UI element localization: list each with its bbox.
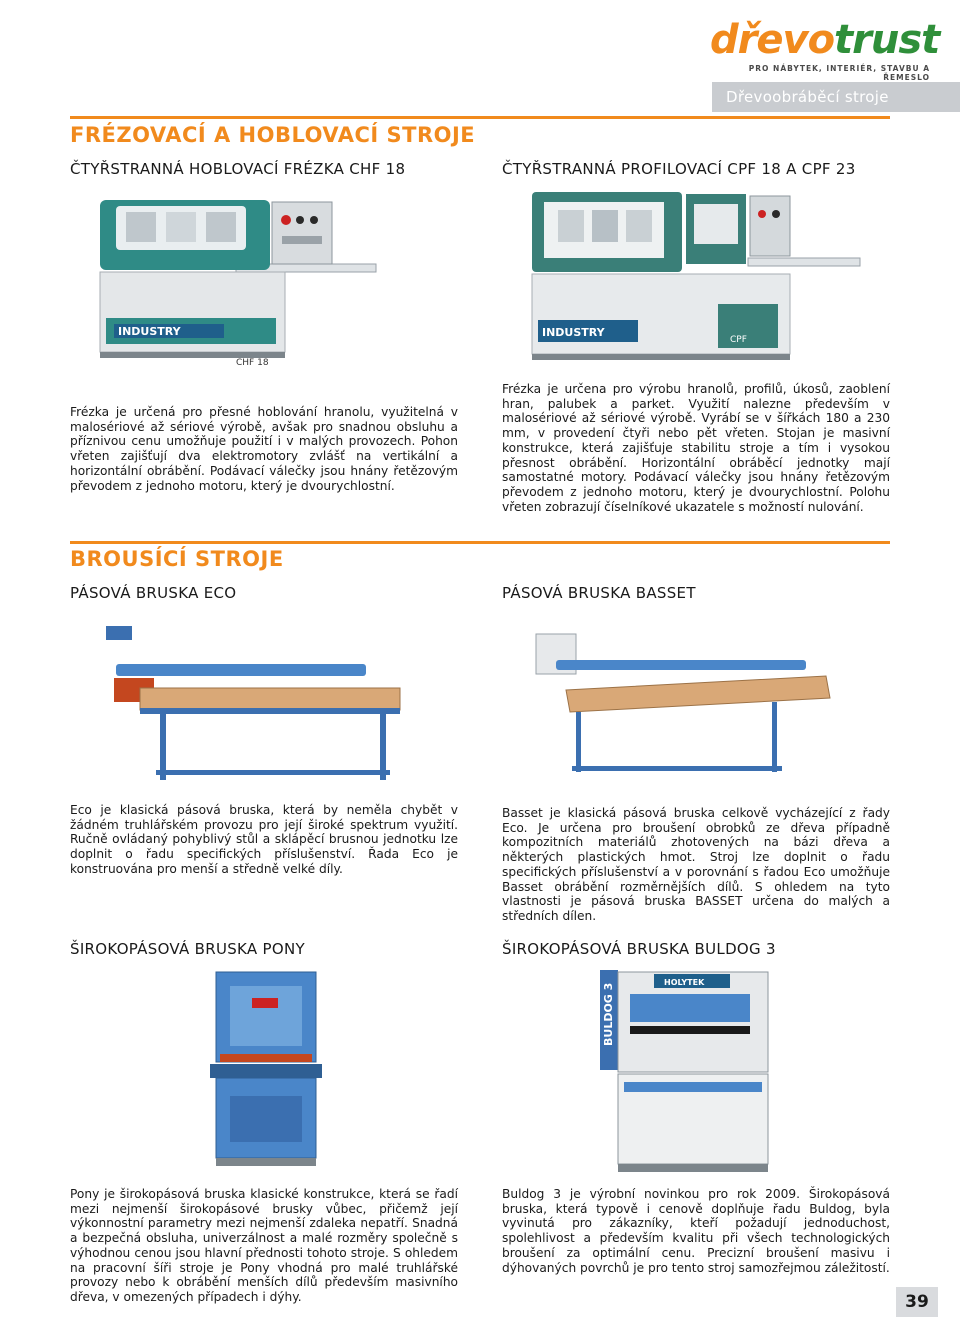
product-title-pony: ŠIROKOPÁSOVÁ BRUSKA PONY	[70, 940, 305, 958]
machine-photo-buldog3	[594, 964, 774, 1176]
machine-label-buldog: BULDOG 3	[602, 982, 615, 1046]
section-rule	[70, 116, 890, 119]
brand-wordmark	[710, 17, 940, 63]
section-title-sanding: BROUSÍCÍ STROJE	[70, 547, 284, 571]
brand-part1: dřevo	[710, 17, 835, 63]
machine-photo-cpf	[518, 186, 866, 370]
product-description-eco: Eco je klasická pásová bruska, která by neměla chybět v žádném truhlářském provozu pro její široké spektrum využití. Ručně ovládaný pohyblivý stůl a sklápěcí brusnou jednotku lze doplnit o řadu specifických příslušenství. Řada Eco je konstruována pro menší a středně velké díly.	[70, 803, 458, 876]
product-description-basset: Basset je klasická pásová bruska celkově vycházející z řady Eco. Je určena pro broušení obrobků ze dřeva případně kompozitních materiálů zhotovených na bázi dřeva a některých plastických hmot. Stroj lze doplnit o řadu specifických příslušenství a v porovnání s řadou Eco umožňuje Basset obrábění rozměrnějších dílů. S ohledem na tyto vlastnosti je pásová bruska BASSET určena do malých a středních dílen.	[502, 806, 890, 923]
brand-part2: trust	[834, 17, 940, 63]
product-description-pony: Pony je širokopásová bruska klasické konstrukce, která se řadí mezi nejmenší širokopásové brusky vůbec, přičemž její výkonnostní parametry mezi nejmenší zdaleka nepatří. Snadná a bezpečná obsluha, univerzálnost a malé rozměry společně s výhodnou cenou jsou hlavní přednosti tohoto stroje. S ohledem na pracovní šíři stroje je Pony vhodná pro malé truhlářské provozy nebo k obrábění menších dílů především masivního dřeva, v omezených případech i dýhy.	[70, 1187, 458, 1304]
product-title-basset: PÁSOVÁ BRUSKA BASSET	[502, 584, 696, 602]
page-number: 39	[896, 1287, 938, 1317]
section-rule-2	[70, 541, 890, 544]
category-tab: Dřevoobráběcí stroje	[712, 82, 960, 112]
machine-label-industry-2: INDUSTRY	[542, 326, 605, 339]
machine-photo-chf18	[86, 186, 386, 370]
machine-label-model-1: CHF 18	[236, 358, 269, 368]
machine-label-industry-1: INDUSTRY	[118, 325, 181, 338]
product-description-buldog: Buldog 3 je výrobní novinkou pro rok 2009. Širokopásová bruska, která typově i cenově doplňuje řadu Buldog, byla vyvinutá pro zákazníky, kteří požadují jednoduchost, spolehlivost a především kvalitu při všech technologických broušení za optimální cenu. Precizní broušení masivu i dýhovaných povrchů je pro tento stroj samozřejmou záležitostí.	[502, 1187, 890, 1275]
machine-photo-pony	[196, 968, 336, 1172]
machine-label-brand: HOLYTEK	[664, 978, 705, 987]
product-title-buldog: ŠIROKOPÁSOVÁ BRUSKA BULDOG 3	[502, 940, 776, 958]
machine-label-model-2: CPF	[730, 335, 747, 345]
section-title-milling: FRÉZOVACÍ A HOBLOVACÍ STROJE	[70, 123, 476, 147]
product-description-chf18: Frézka je určená pro přesné hoblování hranolu, využitelná v malosériové až sériové výrobě, avšak pro snadnou obsluhu a příznivou cenu umožňuje použití i v malých provozech. Pohon vřeten zajišťují dva elektromotory zvlášť na vertikální a horizontální obrábění. Podávací válečky jsou hnány řetězovým převodem z jednoho motoru, který je dvourychlostní.	[70, 405, 458, 493]
brand-logo	[710, 17, 940, 82]
product-title-chf18: ČTYŘSTRANNÁ HOBLOVACÍ FRÉZKA CHF 18	[70, 160, 406, 178]
machine-photo-basset	[526, 620, 846, 790]
brand-tagline: PRO NÁBYTEK, INTERIÉR, STAVBU A ŘEMESLO	[748, 64, 930, 82]
product-title-cpf: ČTYŘSTRANNÁ PROFILOVACÍ CPF 18 A CPF 23	[502, 160, 856, 178]
product-title-eco: PÁSOVÁ BRUSKA ECO	[70, 584, 237, 602]
machine-photo-eco	[100, 620, 420, 790]
product-description-cpf: Frézka je určena pro výrobu hranolů, profilů, úkosů, zaoblení hran, palubek a parket. Využití nalezne především v malosériové až sériové výrobě. Vyrábí se v šířkách 180 a 230 mm, v provedení čtyři nebo pět vřeten. Stojan je masivní konstrukce, která zajišťuje stabilitu stroje a tím i vysokou přesnost obrábění. Horizontální obráběcí jednotky mají samostatné motory. Podávací válečky jsou hnány řetězovým převodem z jednoho motoru, který je dvourychlostní. Polohu vřeten zobrazují číselníkové ukazatele s možností nulování.	[502, 382, 890, 514]
